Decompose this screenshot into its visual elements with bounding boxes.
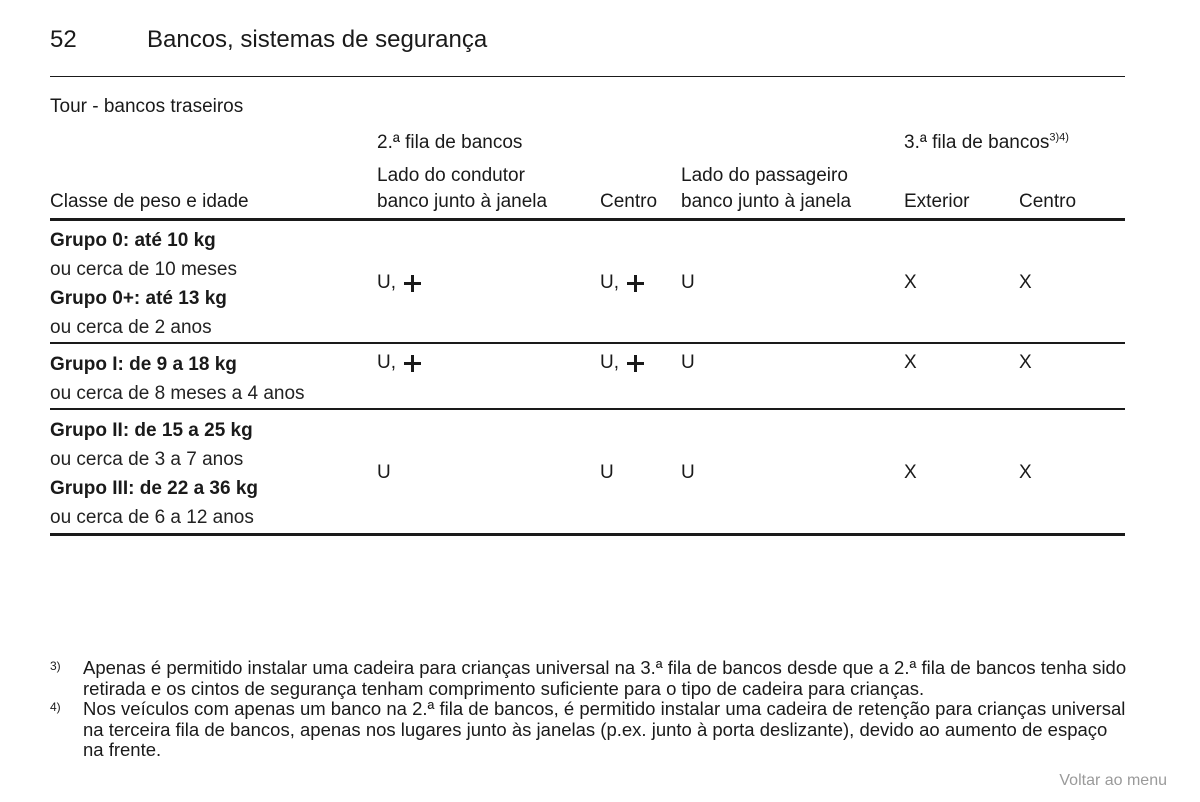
footnote-text: Nos veículos com apenas um banco na 2.ª fila de bancos, é permitido instalar uma cadeira de retenção para crianças universal na terceira fila de bancos, apenas nos lugares junto às janelas (p.ex. junto à porta deslizante), devido ao aumento de espaço na frente.: [83, 698, 1126, 760]
table-bottom-rule: [50, 533, 1125, 536]
col-header-center: Centro: [600, 191, 658, 212]
row-label: ou cerca de 6 a 12 anos: [50, 507, 254, 528]
row-divider: [50, 408, 1125, 410]
footnote: [50, 699, 1130, 761]
footnotes: [50, 658, 1130, 761]
page-number: 52: [50, 26, 77, 53]
row-label-bold: Grupo II: de 15 a 25 kg: [50, 420, 253, 441]
cell-driver: U,: [377, 352, 421, 374]
page-header: [50, 24, 1125, 77]
col-header-weight-class: Classe de peso e idade: [50, 191, 249, 212]
cell-passenger: U: [681, 352, 695, 373]
col-header-passenger-line2: banco junto à janela: [681, 191, 852, 212]
row-label: ou cerca de 10 meses: [50, 259, 237, 280]
cell-driver: U,: [377, 272, 421, 294]
table-row: [50, 350, 1125, 408]
cell-exterior: X: [904, 272, 917, 293]
row-label-bold: Grupo 0+: até 13 kg: [50, 288, 227, 309]
cell-center: U,: [600, 272, 644, 294]
col-header-driver-line1: Lado do condutor: [377, 165, 525, 186]
footnote-ref: 3)4): [1049, 131, 1069, 144]
row-divider: [50, 342, 1125, 344]
row-label-bold: Grupo III: de 22 a 36 kg: [50, 478, 259, 499]
col-header-center3: Centro: [1019, 191, 1077, 212]
col-header-passenger-line1: Lado do passageiro: [681, 165, 848, 186]
cell-center3: X: [1019, 272, 1032, 293]
col-header-driver-line2: banco junto à janela: [377, 191, 548, 212]
table-row: [50, 416, 1125, 532]
page-title: Bancos, sistemas de segurança: [147, 26, 488, 53]
cell-passenger: U: [681, 272, 695, 293]
cell-center3: X: [1019, 462, 1032, 483]
table-title: Tour - bancos traseiros: [50, 96, 244, 117]
row-label: ou cerca de 2 anos: [50, 317, 212, 338]
cell-exterior: X: [904, 462, 917, 483]
cell-center: U: [600, 462, 614, 483]
row-label-bold: Grupo 0: até 10 kg: [50, 230, 216, 251]
cell-driver: U: [377, 462, 391, 483]
footnote-mark: 3): [50, 659, 61, 673]
plus-icon: [404, 275, 421, 292]
row-label: ou cerca de 8 meses a 4 anos: [50, 383, 305, 404]
group-header-row2: 2.ª fila de bancos: [377, 132, 523, 153]
plus-icon: [627, 275, 644, 292]
cell-center: U,: [600, 352, 644, 374]
cell-passenger: U: [681, 462, 695, 483]
cell-center3: X: [1019, 352, 1032, 373]
footnote: [50, 658, 1130, 699]
footnote-mark: 4): [50, 700, 61, 714]
col-header-exterior: Exterior: [904, 191, 970, 212]
row-label: ou cerca de 3 a 7 anos: [50, 449, 244, 470]
footnote-text: Apenas é permitido instalar uma cadeira para crianças universal na 3.ª fila de bancos desde que a 2.ª fila de bancos tenha sido retirada e os cintos de segurança tenham comprimento suficiente para o tipo de cadeira para crianças.: [83, 657, 1127, 699]
back-to-menu-link[interactable]: Voltar ao menu: [1059, 772, 1167, 789]
plus-icon: [404, 355, 421, 372]
table-header-rule: [50, 218, 1125, 221]
table-row: [50, 226, 1125, 342]
plus-icon: [627, 355, 644, 372]
row-label-bold: Grupo I: de 9 a 18 kg: [50, 354, 237, 375]
group-header-row3: 3.ª fila de bancos$^{3)4)}$: [904, 131, 1069, 153]
cell-exterior: X: [904, 352, 917, 373]
